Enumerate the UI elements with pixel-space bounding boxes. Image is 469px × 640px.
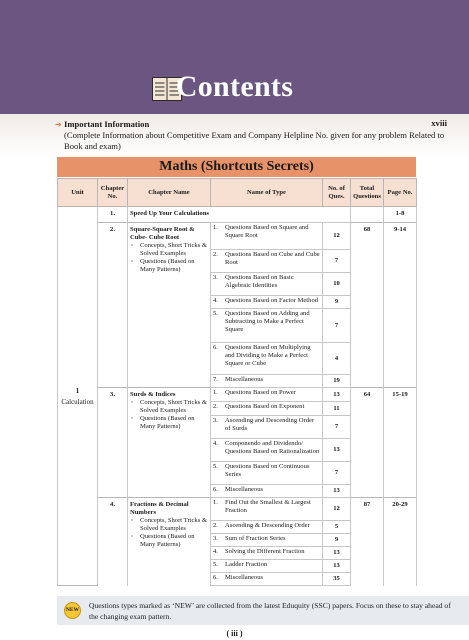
type-question-count: 35	[323, 573, 351, 586]
type-name: Questions Based on Multiplying and Dividing to Make a Perfect Square or Cube	[225, 344, 311, 367]
type-name: Ascending & Descending Order	[225, 522, 310, 529]
type-number: 7.	[213, 376, 218, 383]
chapter-no: 1.	[98, 207, 128, 223]
type-cell	[211, 296, 323, 309]
type-number: 4.	[213, 440, 218, 447]
chapter-name	[128, 388, 211, 498]
section-banner: Maths (Shortcuts Secrets)	[57, 157, 416, 177]
unit-cell	[58, 207, 98, 586]
type-cell	[211, 498, 323, 521]
chapter-title: Speed Up Your Calculations	[130, 210, 209, 217]
type-cell	[211, 375, 323, 388]
table-row	[58, 207, 417, 223]
type-number: 3.	[213, 535, 218, 542]
chapter-no: 4.	[98, 498, 128, 586]
chapter-page: 9-14	[384, 223, 417, 388]
chapter-title: Surds & Indices	[130, 391, 176, 398]
type-cell	[211, 273, 323, 296]
type-question-count: 7	[323, 462, 351, 485]
type-question-count: 7	[323, 250, 351, 273]
type-number: 5.	[213, 561, 218, 568]
chapter-bullet: ▫ Concepts, Short Tricks & Solved Examples	[130, 399, 208, 415]
type-cell	[211, 416, 323, 439]
type-question-count: 13	[323, 547, 351, 560]
page-number: ( iii )	[226, 629, 243, 638]
chapter-total: 64	[351, 388, 384, 498]
header-unit: Unit	[58, 179, 98, 207]
type-cell	[211, 462, 323, 485]
type-name: Ascending and Descending Order of Surds	[225, 417, 315, 432]
info-title: Important Information	[64, 119, 150, 129]
type-cell	[211, 485, 323, 498]
type-cell	[211, 309, 323, 343]
chapter-name	[128, 207, 351, 223]
type-name: Componendo and Dividendo/ Questions Based on Rationalization	[225, 440, 320, 455]
type-number: 1.	[213, 499, 218, 506]
chapter-bullet: ▫ Questions (Based on Many Patterns)	[130, 415, 208, 431]
type-question-count: 7	[323, 309, 351, 343]
type-number: 3.	[213, 274, 218, 281]
type-name: Questions Based on Exponent	[225, 403, 305, 410]
type-number: 5.	[213, 310, 218, 317]
unit-number: 1	[75, 386, 80, 395]
info-text: (Complete Information about Competitive Exam and Company Helpline No. given for any problem Related to Book and exam)	[64, 130, 445, 151]
type-number: 2.	[213, 251, 218, 258]
type-cell	[211, 388, 323, 402]
chapter-page: 15-19	[384, 388, 417, 498]
chapter-page: 1-8	[384, 207, 417, 223]
type-question-count: 12	[323, 223, 351, 250]
header-chapter-no: Chapter No.	[98, 179, 128, 207]
header-no-ques: No. of Ques.	[323, 179, 351, 207]
type-number: 1.	[213, 389, 218, 396]
type-question-count: 12	[323, 498, 351, 521]
type-name: Questions Based on Square and Square Root	[225, 224, 309, 239]
type-name: Questions Based on Continuous Series	[225, 463, 310, 478]
note-text: Questions types marked as ‘NEW’ are collected from the latest Eduquity (SSC) papers. Focus on these to stay ahead of the changing exam pattern.	[89, 601, 451, 621]
type-name: Sum of Fraction Series	[225, 535, 286, 542]
type-number: 2.	[213, 522, 218, 529]
type-name: Solving the Different Fraction	[225, 548, 305, 555]
chapter-total: 87	[351, 498, 384, 586]
type-number: 5.	[213, 463, 218, 470]
header-page: Page No.	[384, 179, 417, 207]
type-name: Questions Based on Power	[225, 389, 296, 396]
contents-table	[57, 178, 417, 586]
type-name: Miscellaneous	[225, 376, 264, 383]
type-name: Questions Based on Factor Method	[225, 297, 319, 304]
arrow-right-icon: ➔	[55, 120, 62, 129]
type-name: Questions Based on Cube and Cube Root	[225, 251, 320, 266]
type-cell	[211, 223, 323, 250]
type-question-count: 9	[323, 534, 351, 547]
table-row	[58, 223, 417, 250]
type-question-count: 13	[323, 560, 351, 573]
type-number: 6.	[213, 486, 218, 493]
type-question-count: 5	[323, 521, 351, 534]
type-number: 4.	[213, 548, 218, 555]
table-row	[58, 388, 417, 402]
info-page-number: xviii	[431, 118, 447, 128]
chapter-bullet: ▫ Questions (Based on Many Patterns)	[130, 258, 208, 274]
table-row	[58, 498, 417, 521]
type-number: 6.	[213, 344, 218, 351]
header-chapter-name: Chapter Name	[128, 179, 211, 207]
type-question-count: 19	[323, 375, 351, 388]
page-title: Contents	[175, 70, 294, 103]
type-cell	[211, 560, 323, 573]
chapter-name	[128, 498, 211, 586]
header-type: Name of Type	[211, 179, 323, 207]
chapter-title: Square-Square Root & Cube- Cube Root	[130, 226, 195, 241]
type-number: 6.	[213, 574, 218, 581]
type-cell	[211, 573, 323, 586]
type-name: Ladder Fraction	[225, 561, 268, 568]
type-question-count: 13	[323, 485, 351, 498]
unit-name: Calculation	[61, 397, 94, 406]
chapter-bullet: ▫ Questions (Based on Many Patterns)	[130, 533, 208, 549]
type-cell	[211, 521, 323, 534]
type-question-count: 13	[323, 388, 351, 402]
chapter-bullet: ▫ Concepts, Short Tricks & Solved Examples	[130, 242, 208, 258]
type-cell	[211, 402, 323, 416]
type-question-count: 13	[323, 439, 351, 462]
chapter-bullet: ▫ Concepts, Short Tricks & Solved Examples	[130, 517, 208, 533]
type-name: Find Out the Smallest & Largest Fraction	[225, 499, 311, 514]
chapter-title: Fractions & Decimal Numbers	[130, 501, 189, 516]
chapter-no: 3.	[98, 388, 128, 498]
type-cell	[211, 343, 323, 375]
chapter-total	[351, 207, 384, 223]
new-badge-icon: NEW	[64, 602, 81, 619]
type-number: 2.	[213, 403, 218, 410]
type-number: 3.	[213, 417, 218, 424]
header-total: Total Questions	[351, 179, 384, 207]
type-question-count: 7	[323, 416, 351, 439]
chapter-no: 2.	[98, 223, 128, 388]
type-cell	[211, 439, 323, 462]
type-number: 4.	[213, 297, 218, 304]
chapter-name	[128, 223, 211, 388]
type-question-count: 9	[323, 296, 351, 309]
type-number: 1.	[213, 224, 218, 231]
type-name: Miscellaneous	[225, 574, 264, 581]
type-cell	[211, 547, 323, 560]
type-name: Questions Based on Adding and Subtracting to Make a Perfect Square	[225, 310, 310, 333]
type-cell	[211, 250, 323, 273]
type-name: Miscellaneous	[225, 486, 264, 493]
important-information	[64, 119, 464, 152]
type-name: Questions Based on Basic Algebraic Identities	[225, 274, 294, 289]
type-question-count: 11	[323, 402, 351, 416]
chapter-page: 20-29	[384, 498, 417, 586]
type-cell	[211, 534, 323, 547]
type-question-count: 10	[323, 273, 351, 296]
type-question-count: 4	[323, 343, 351, 375]
chapter-total: 68	[351, 223, 384, 388]
